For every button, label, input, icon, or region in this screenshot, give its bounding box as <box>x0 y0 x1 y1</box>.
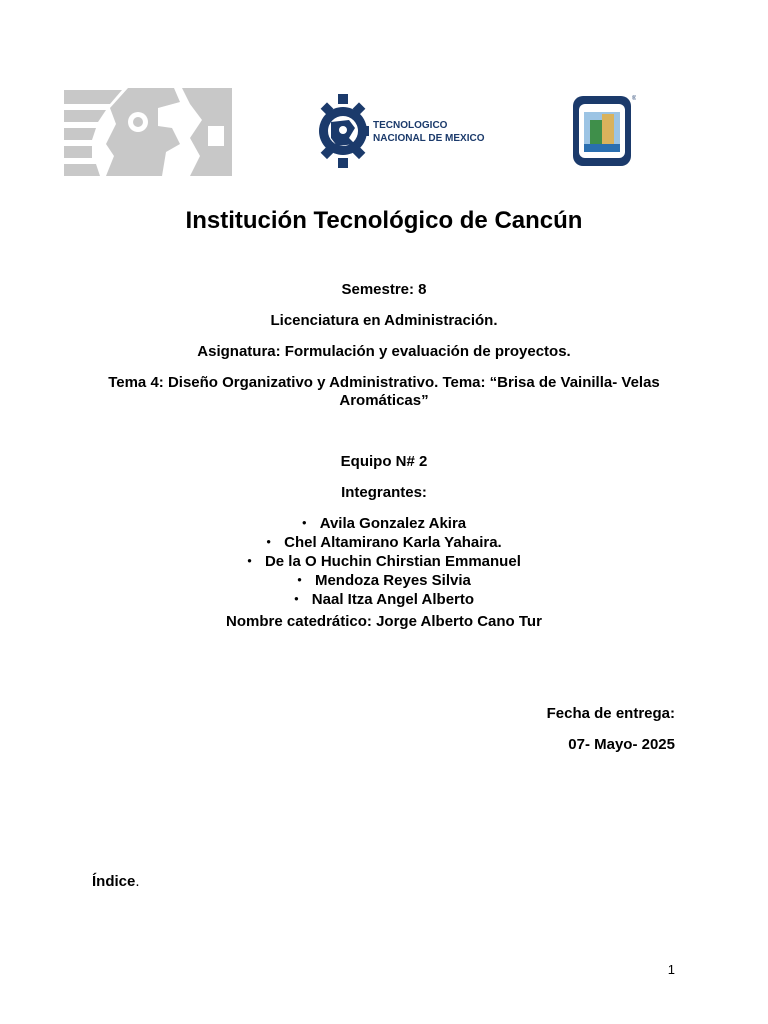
semester-line: Semestre: 8 <box>341 281 427 298</box>
tecnm-text-line1: TECNOLOGICO <box>373 120 448 131</box>
index-heading <box>92 873 140 890</box>
mayan-head-logo-icon <box>62 86 234 178</box>
members-label: Integrantes: <box>341 484 427 501</box>
index-label: Índice <box>92 873 136 890</box>
tecnm-text-line2: NACIONAL DE MEXICO <box>373 133 485 144</box>
page-title: Institución Tecnológico de Cancún <box>185 207 583 234</box>
list-item: ● Avila Gonzalez Akira <box>0 515 768 534</box>
team-line: Equipo N# 2 <box>340 453 428 470</box>
subject-line: Asignatura: Formulación y evaluación de proyectos. <box>197 343 571 360</box>
index-dot: . <box>135 873 140 890</box>
page-number: 1 <box>667 962 675 977</box>
degree-line: Licenciatura en Administración. <box>270 312 498 329</box>
topic-line: Tema 4: Diseño Organizativo y Administrativo. Tema: “Brisa de Vainilla- Velas Aromáticas” <box>108 374 660 409</box>
professor-line: Nombre catedrático: Jorge Alberto Cano Tur <box>226 613 542 630</box>
svg-text:®: ® <box>632 96 636 102</box>
members-list <box>0 515 768 610</box>
list-item: ● Naal Itza Angel Alberto <box>0 591 768 610</box>
tecnm-gear-logo-icon <box>315 92 485 170</box>
itc-shield-logo-icon <box>570 92 636 170</box>
list-item: ● Mendoza Reyes Silvia <box>0 572 768 591</box>
list-item: ● Chel Altamirano Karla Yahaira. <box>0 534 768 553</box>
delivery-label: Fecha de entrega: <box>546 705 675 722</box>
list-item: ● De la O Huchin Chirstian Emmanuel <box>0 553 768 572</box>
delivery-date: 07- Mayo- 2025 <box>568 736 675 753</box>
